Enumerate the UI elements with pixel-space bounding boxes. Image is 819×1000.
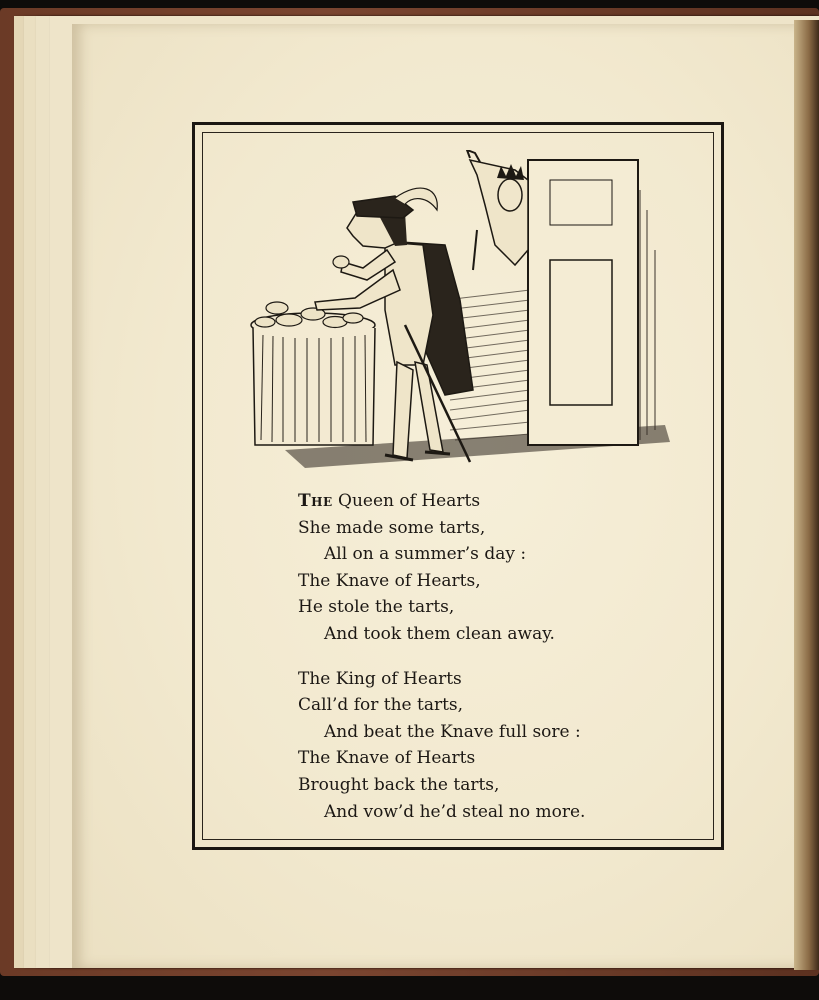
poem-line: The Knave of Hearts [298, 748, 476, 769]
poem-line [298, 488, 698, 515]
poem-line: Call’d for the tarts, [298, 695, 464, 716]
poem-line: The Knave of Hearts, [298, 570, 481, 591]
poem-line: And beat the Knave full sore : [324, 721, 581, 742]
poem-line: He stole the tarts, [298, 597, 455, 618]
poem-line: The King of Hearts [298, 668, 462, 689]
poem-line: All on a summer’s day : [324, 544, 527, 565]
stanza-gap [298, 648, 698, 666]
poem-line: Brought back the tarts, [298, 774, 500, 795]
book-spine-shadow [794, 20, 819, 970]
drop-word: The [298, 491, 333, 511]
poem-line-text: Queen of Hearts [332, 491, 481, 511]
table [251, 302, 375, 445]
queen-figure [467, 150, 528, 270]
poem-text [298, 488, 698, 825]
door [528, 160, 655, 445]
woodcut-illustration [245, 150, 675, 475]
poem-line: And vow’d he’d steal no more. [324, 801, 586, 822]
poem-line: And took them clean away. [324, 623, 555, 644]
poem-line: She made some tarts, [298, 517, 486, 538]
